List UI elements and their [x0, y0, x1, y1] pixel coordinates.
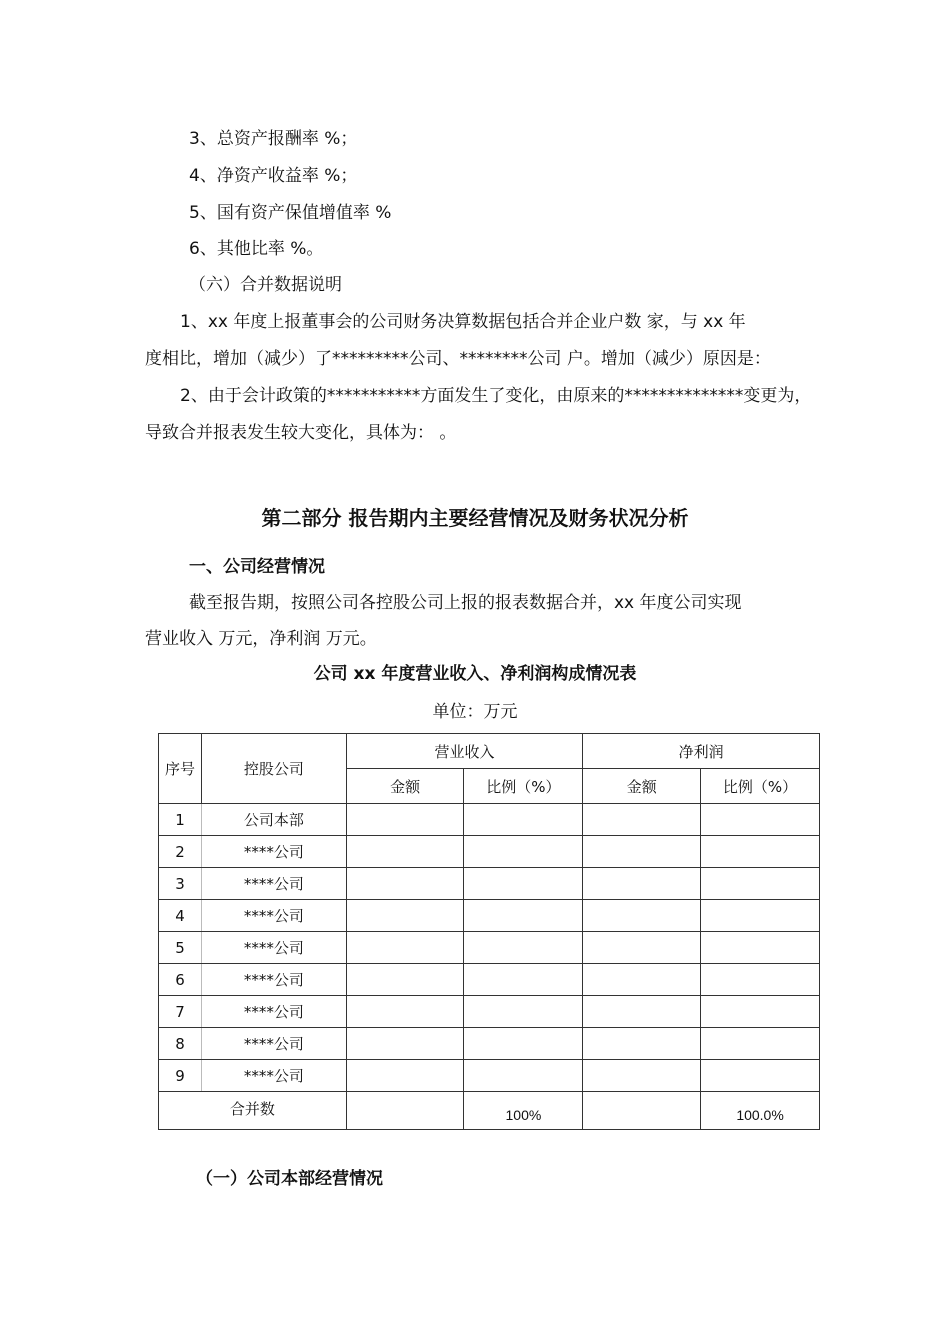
merge-para2-line2: 导致合并报表发生较大变化，具体为： 。: [145, 423, 457, 443]
row-seq: 8: [159, 1028, 202, 1060]
cell-empty: [583, 868, 701, 900]
cell-empty: [464, 900, 583, 932]
row-company: ****公司: [201, 996, 346, 1028]
table-row: [159, 900, 820, 932]
row-company: 公司本部: [201, 804, 346, 836]
cell-empty: [583, 804, 701, 836]
ratio-line-2: 4、净资产收益率 %；: [189, 166, 358, 186]
table-row: [159, 836, 820, 868]
table-row: [159, 996, 820, 1028]
table-row: [159, 932, 820, 964]
row-seq: 6: [159, 964, 202, 996]
cell-empty: [701, 996, 820, 1028]
table-row: [159, 1028, 820, 1060]
cell-empty: [583, 1060, 701, 1092]
cell-empty: [346, 932, 464, 964]
cell-empty: [464, 836, 583, 868]
header-profit-ratio: 比例（%）: [701, 769, 820, 804]
cell-empty: [464, 868, 583, 900]
row-company: ****公司: [201, 964, 346, 996]
ratio-line-4: 6、其他比率 %。: [189, 239, 324, 259]
operations-para-line1: 截至报告期，按照公司各控股公司上报的报表数据合并，xx 年度公司实现: [189, 593, 742, 613]
cell-empty: [701, 804, 820, 836]
cell-empty: [464, 996, 583, 1028]
row-seq: 1: [159, 804, 202, 836]
table-title: 公司 xx 年度营业收入、净利润构成情况表: [313, 664, 637, 684]
subsection-heading: （一）公司本部经营情况: [196, 1169, 383, 1189]
row-seq: 7: [159, 996, 202, 1028]
cell-empty: [701, 1028, 820, 1060]
cell-empty: [701, 900, 820, 932]
cell-empty: [464, 932, 583, 964]
revenue-profit-table: [158, 733, 820, 1130]
total-profit-ratio: 100.0%: [701, 1092, 820, 1130]
cell-empty: [464, 964, 583, 996]
header-revenue-amount: 金额: [346, 769, 464, 804]
header-profit-amount: 金额: [583, 769, 701, 804]
total-label: 合并数: [159, 1092, 347, 1130]
cell-empty: [583, 1092, 701, 1130]
merge-heading: （六）合并数据说明: [189, 275, 342, 295]
cell-empty: [701, 836, 820, 868]
cell-empty: [583, 1028, 701, 1060]
row-seq: 4: [159, 900, 202, 932]
row-seq: 3: [159, 868, 202, 900]
ratio-line-1: 3、总资产报酬率 %；: [189, 129, 358, 149]
cell-empty: [346, 1092, 464, 1130]
cell-empty: [583, 964, 701, 996]
cell-empty: [464, 804, 583, 836]
header-profit: 净利润: [583, 734, 820, 769]
cell-empty: [346, 868, 464, 900]
cell-empty: [346, 804, 464, 836]
header-revenue: 营业收入: [346, 734, 583, 769]
cell-empty: [583, 932, 701, 964]
table-row: [159, 964, 820, 996]
ratio-line-3: 5、国有资产保值增值率 %: [189, 203, 392, 223]
row-company: ****公司: [201, 868, 346, 900]
cell-empty: [346, 964, 464, 996]
header-company: 控股公司: [201, 734, 346, 804]
row-company: ****公司: [201, 1028, 346, 1060]
cell-empty: [701, 1060, 820, 1092]
cell-empty: [346, 1060, 464, 1092]
cell-empty: [346, 1028, 464, 1060]
cell-empty: [583, 996, 701, 1028]
cell-empty: [346, 996, 464, 1028]
total-revenue-ratio: 100%: [464, 1092, 583, 1130]
cell-empty: [583, 900, 701, 932]
section1-heading: 一、公司经营情况: [189, 557, 325, 577]
cell-empty: [583, 836, 701, 868]
header-seq: 序号: [159, 734, 202, 804]
merge-para2-line1: 2、由于会计政策的***********方面发生了变化，由原来的**************变更为，: [180, 386, 812, 406]
row-company: ****公司: [201, 900, 346, 932]
table-row: [159, 804, 820, 836]
row-company: ****公司: [201, 932, 346, 964]
header-revenue-ratio: 比例（%）: [464, 769, 583, 804]
cell-empty: [701, 964, 820, 996]
row-seq: 2: [159, 836, 202, 868]
operations-para-line2: 营业收入 万元，净利润 万元。: [145, 629, 377, 649]
table-row: [159, 868, 820, 900]
cell-empty: [701, 932, 820, 964]
part2-title: 第二部分 报告期内主要经营情况及财务状况分析: [261, 506, 689, 530]
row-company: ****公司: [201, 1060, 346, 1092]
table-total-row: [159, 1092, 820, 1130]
row-company: ****公司: [201, 836, 346, 868]
cell-empty: [346, 900, 464, 932]
table-row: [159, 1060, 820, 1092]
cell-empty: [346, 836, 464, 868]
row-seq: 5: [159, 932, 202, 964]
cell-empty: [464, 1028, 583, 1060]
cell-empty: [701, 868, 820, 900]
merge-para1-line2: 度相比，增加（减少）了*********公司、********公司 户。增加（减少）原因是：: [145, 349, 771, 369]
merge-para1-line1: 1、xx 年度上报董事会的公司财务决算数据包括合并企业户数 家，与 xx 年: [180, 312, 746, 332]
cell-empty: [464, 1060, 583, 1092]
row-seq: 9: [159, 1060, 202, 1092]
table-unit: 单位：万元: [432, 702, 518, 722]
